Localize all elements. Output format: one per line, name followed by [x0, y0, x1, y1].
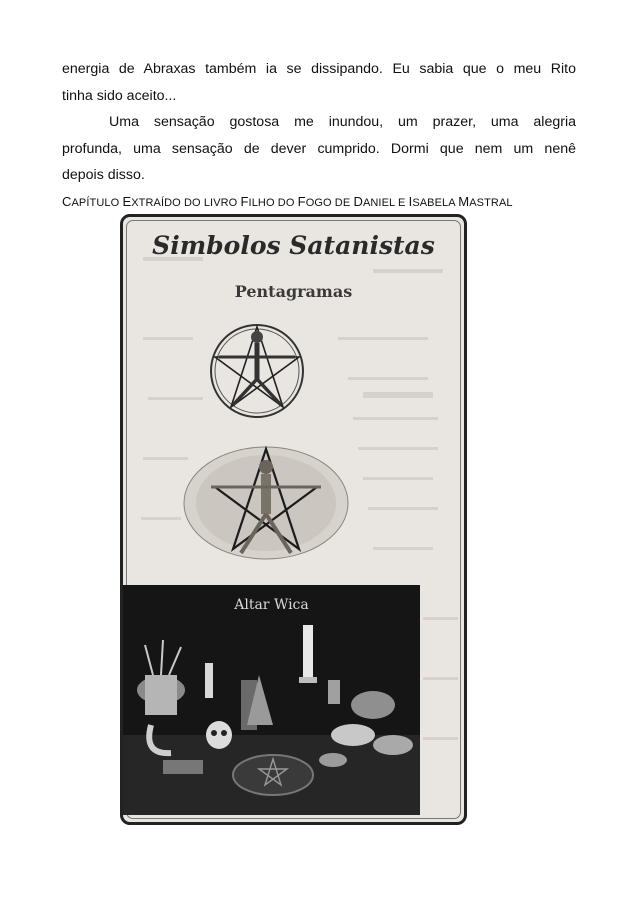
figure-subtitle: Pentagramas — [234, 282, 353, 301]
pentagram-circle-illustration — [207, 317, 307, 423]
vitruvian-pentagram-illustration — [181, 445, 351, 561]
altar-photo — [123, 585, 420, 815]
altar-objects — [123, 585, 420, 815]
source-caption: CAPÍTULO EXTRAÍDO DO LIVRO FILHO DO FOGO DE DANIEL E ISABELA MASTRAL — [62, 194, 513, 209]
scanned-figure — [120, 214, 467, 825]
paragraph-line: tinha sido aceito... — [62, 87, 177, 104]
paragraph-line: profunda, uma sensação de dever cumprido. Dormi que nem um nenê — [62, 140, 576, 157]
paragraph-line: Uma sensação gostosa me inundou, um prazer, uma alegria — [109, 114, 576, 130]
paragraph-line: energia de Abraxas também ia se dissipando. Eu sabia que o meu Rito — [62, 61, 576, 77]
body-text — [62, 56, 576, 189]
paragraph-line: depois disso. — [62, 167, 145, 183]
figure-title: Simbolos Satanistas — [152, 231, 435, 260]
altar-label: Altar Wica — [234, 597, 309, 613]
